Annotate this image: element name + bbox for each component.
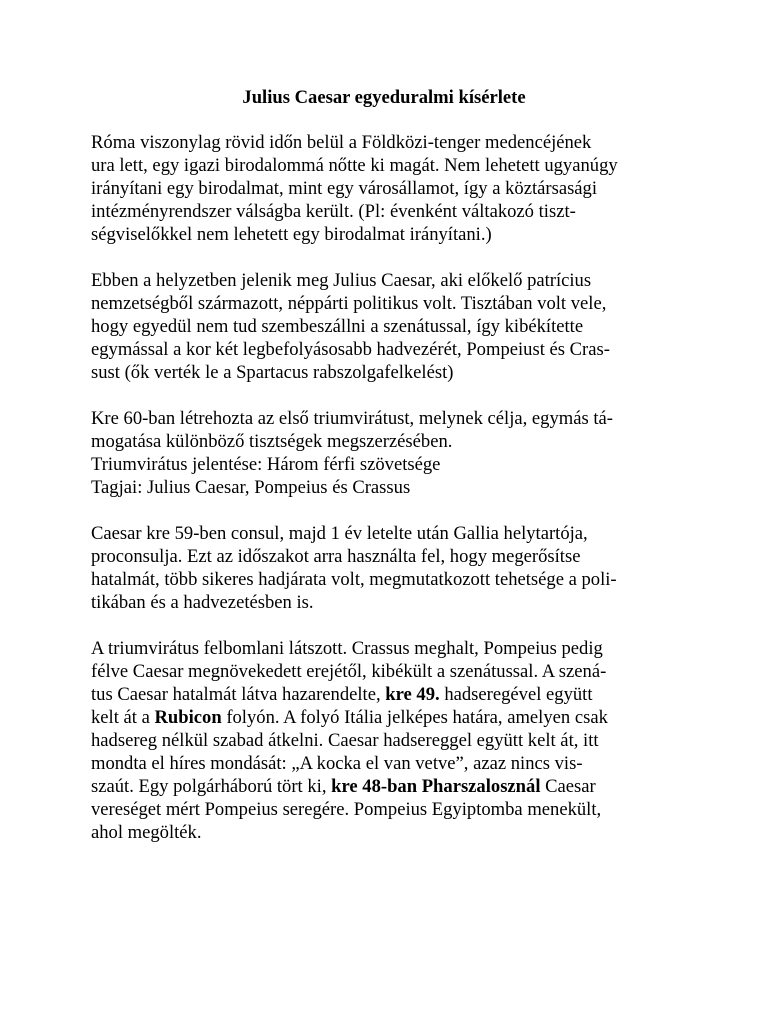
paragraph-3 [91,407,677,499]
text-line: hatalmát, több sikeres hadjárata volt, megmutatkozott tehetsége a poli- [91,569,617,590]
paragraph-2 [91,269,677,384]
document-title: Julius Caesar egyeduralmi kísérlete [242,87,526,108]
paragraph-5 [91,637,677,844]
text-line: sust (ők verték le a Spartacus rabszolgafelkelést) [91,362,454,383]
bold-date-place: kre 48-ban Pharszalosznál [331,776,541,797]
text-line: mogatása különböző tisztségek megszerzésében. [91,431,453,452]
text-segment: folyón. A folyó Itália jelképes határa, amelyen csak [221,707,608,728]
text-line: intézményrendszer válságba került. (Pl: évenként váltakozó tiszt- [91,201,576,222]
text-line: Kre 60-ban létrehozta az első triumvirátust, melynek célja, egymás tá- [91,408,613,429]
text-line: egymással a kor két legbefolyásosabb hadvezérét, Pompeiust és Cras- [91,339,610,360]
text-line: Ebben a helyzetben jelenik meg Julius Caesar, aki előkelő patrícius [91,270,592,291]
text-line: Róma viszonylag rövid időn belül a Földközi-tenger medencéjének [91,132,592,153]
bold-place: Rubicon [154,707,222,728]
text-segment: mondta el híres mondását: „A kocka el van vetve”, azaz nincs vis- [91,753,583,774]
paragraph-1 [91,131,677,246]
text-line: Tagjai: Julius Caesar, Pompeius és Crassus [91,477,411,498]
text-segment: félve Caesar megnövekedett erejétől, kibékült a szenátussal. A szená- [91,661,607,682]
text-segment: Caesar [540,776,596,797]
document-page [91,86,677,867]
text-line: irányítani egy birodalmat, mint egy városállamot, így a köztársasági [91,178,598,199]
text-segment: hadseregével együtt [439,684,593,705]
text-line: ségviselőkkel nem lehetett egy birodalmat irányítani.) [91,224,492,245]
paragraph-4 [91,522,677,614]
text-segment: kelt át a [91,707,155,728]
text-segment: A triumvirátus felbomlani látszott. Crassus meghalt, Pompeius pedig [91,638,603,659]
text-line: proconsulja. Ezt az időszakot arra használta fel, hogy megerősítse [91,546,581,567]
text-line: hogy egyedül nem tud szembeszállni a szenátussal, így kibékítette [91,316,584,337]
bold-date: kre 49. [385,684,440,705]
text-line: nemzetségből származott, néppárti politikus volt. Tisztában volt vele, [91,293,607,314]
text-line: tikában és a hadvezetésben is. [91,592,314,613]
text-segment: vereséget mért Pompeius seregére. Pompeius Egyiptomba menekült, [91,799,602,820]
text-line: ura lett, egy igazi birodalommá nőtte ki magát. Nem lehetett ugyanúgy [91,155,618,176]
text-line: Triumvirátus jelentése: Három férfi szövetsége [91,454,441,475]
text-segment: ahol megölték. [91,822,202,843]
text-line: Caesar kre 59-ben consul, majd 1 év letelte után Gallia helytartója, [91,523,588,544]
text-segment: hadsereg nélkül szabad átkelni. Caesar hadsereggel együtt kelt át, itt [91,730,599,751]
text-segment: szaút. Egy polgárháború tört ki, [91,776,332,797]
text-segment: tus Caesar hatalmát látva hazarendelte, [91,684,386,705]
